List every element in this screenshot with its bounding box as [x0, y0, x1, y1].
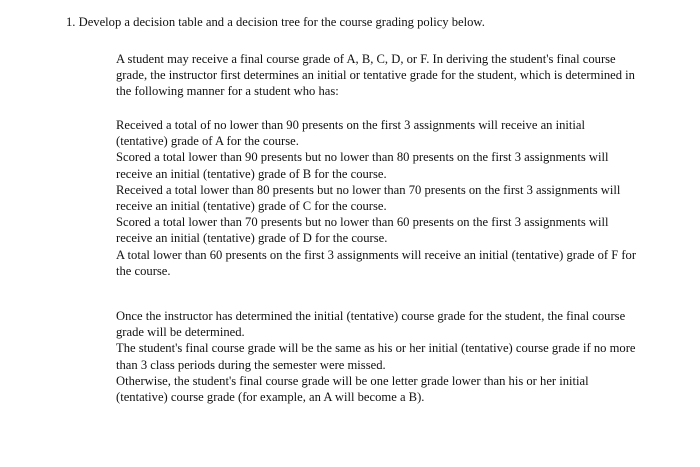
rule-grade-b: Scored a total lower than 90 presents but no lower than 80 presents on the first 3 assignments will receive an initial (tentative) grade of B for the course. [116, 150, 609, 181]
intro-section [116, 51, 638, 100]
question-number: 1. [66, 15, 76, 29]
intro-paragraph: A student may receive a final course grade of A, B, C, D, or F. In deriving the student's final course grade, the instructor first determines an initial or tentative grade for the student, which is determined in the following manner for a student who has: [116, 52, 635, 99]
grading-rules-section [116, 117, 638, 279]
final-grade-intro: Once the instructor has determined the initial (tentative) course grade for the student, the final course grade will be determined. [116, 309, 626, 340]
rule-grade-a: Received a total of no lower than 90 presents on the first 3 assignments will receive an initial (tentative) grade of A for the course. [116, 118, 585, 149]
rule-grade-f: A total lower than 60 presents on the first 3 assignments will receive an initial (tentative) grade of F for the course. [116, 247, 637, 278]
rule-grade-c: Received a total lower than 80 presents but no lower than 70 presents on the first 3 assignments will receive an initial (tentative) grade of C for the course. [116, 182, 621, 214]
question-heading [66, 15, 485, 30]
final-grade-section [116, 308, 638, 405]
question-text: Develop a decision table and a decision tree for the course grading policy below. [78, 15, 485, 29]
final-grade-same-rule: The student's final course grade will be the same as his or her initial (tentative) course grade if no more than 3 class periods during the semester were missed. [116, 341, 636, 372]
rule-grade-d: Scored a total lower than 70 presents but no lower than 60 presents on the first 3 assignments will receive an initial (tentative) grade of D for the course. [116, 215, 609, 246]
final-grade-lower-rule: Otherwise, the student's final course grade will be one letter grade lower than his or her initial (tentative) course grade (for example, an A will become a B). [116, 373, 589, 405]
